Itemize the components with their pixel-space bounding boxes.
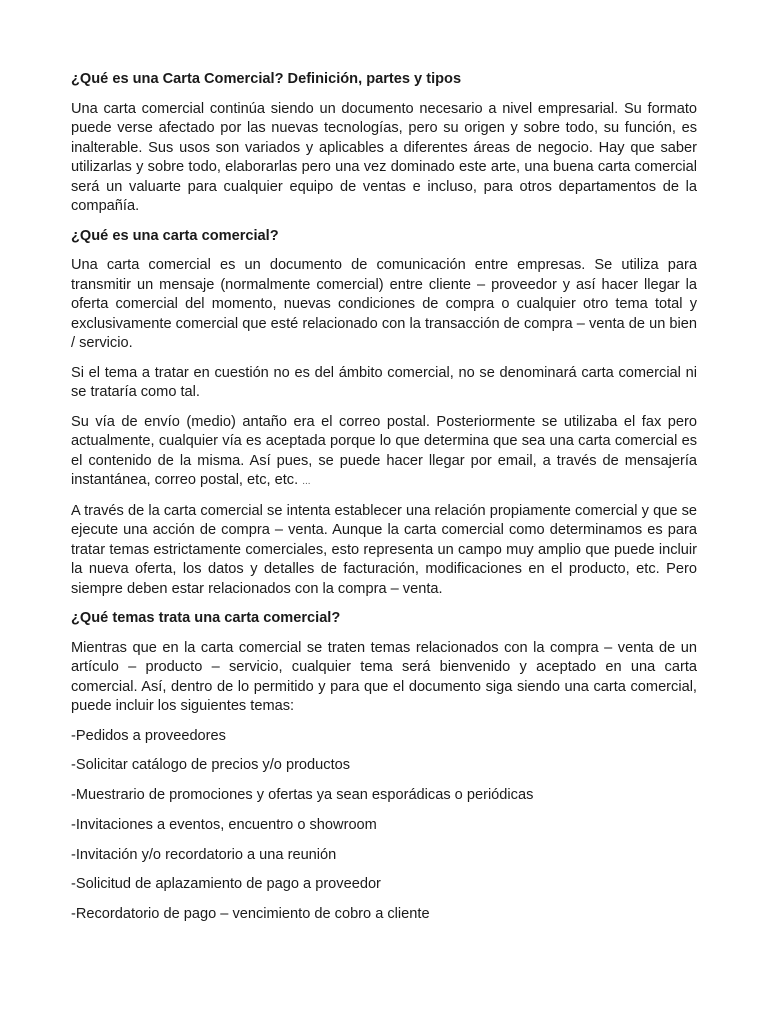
intro-paragraph: Una carta comercial continúa siendo un documento necesario a nivel empresarial. Su formato puede verse afectado por las nuevas tecnologías, pero su origen y sobre todo, su función, es inalterable. Sus usos son variados y aplicables a diferentes áreas de negocio. Hay que saber utilizarlas y sobre todo, elaborarlas pero una vez dominado este arte, una buena carta comercial será un valuarte para cualquier equipo de ventas e incluso, para otros departamentos de la compañía. (71, 100, 697, 214)
list-item: -Muestrario de promociones y ofertas ya sean esporádicas o periódicas (71, 787, 534, 804)
ellipsis-mark: ... (302, 476, 311, 487)
list-item: -Solicitar catálogo de precios y/o productos (71, 757, 351, 774)
section-heading-topics: ¿Qué temas trata una carta comercial? (71, 610, 341, 626)
section-heading-definition: ¿Qué es una carta comercial? (71, 227, 279, 244)
document-page (71, 70, 697, 935)
list-item: -Invitación y/o recordatorio a una reunión (71, 846, 337, 863)
topics-intro-paragraph: Mientras que en la carta comercial se traten temas relacionados con la compra – venta de un artículo – producto – servicio, cualquier tema será bienvenido y aceptado en una carta comercial. Así, dentro de lo permitido y para que el documento siga siendo una carta comercial, puede incluir los siguientes temas: (71, 639, 697, 714)
delivery-paragraph (71, 413, 697, 492)
scope-paragraph: Si el tema a tratar en cuestión no es del ámbito comercial, no se denominará carta comercial ni se trataría como tal. (71, 364, 697, 400)
document-title: ¿Qué es una Carta Comercial? Definición, partes y tipos (71, 71, 462, 87)
list-item: -Pedidos a proveedores (71, 727, 226, 744)
list-item: -Recordatorio de pago – vencimiento de cobro a cliente (71, 906, 430, 923)
list-item: -Solicitud de aplazamiento de pago a proveedor (71, 876, 381, 893)
purpose-paragraph: A través de la carta comercial se intenta establecer una relación propiamente comercial y que se ejecute una acción de compra – venta. Aunque la carta comercial como determinamos es para tratar temas estrictamente comerciales, esto representa un campo muy amplio que puede incluir la nueva oferta, los datos y detalles de facturación, modificaciones en el producto, etc. Pero siempre deben estar relacionados con la compra – venta. (71, 502, 697, 597)
delivery-text: Su vía de envío (medio) antaño era el correo postal. Posteriormente se utilizaba el fax pero actualmente, cualquier vía es aceptada porque lo que determina que sea una carta comercial es el contenido de la misma. Así pues, se puede hacer llegar por email, a través de mensajería instantánea, correo postal, etc, etc. (71, 413, 697, 488)
definition-paragraph: Una carta comercial es un documento de comunicación entre empresas. Se utiliza para transmitir un mensaje (normalmente comercial) entre cliente – proveedor y así hacer llegar la oferta comercial del momento, nuevas condiciones de compra o cualquier otro tema total y exclusivamente comercial que esté relacionado con la transacción de compra – venta de un bien / servicio. (71, 257, 697, 351)
list-item: -Invitaciones a eventos, encuentro o showroom (71, 816, 377, 833)
